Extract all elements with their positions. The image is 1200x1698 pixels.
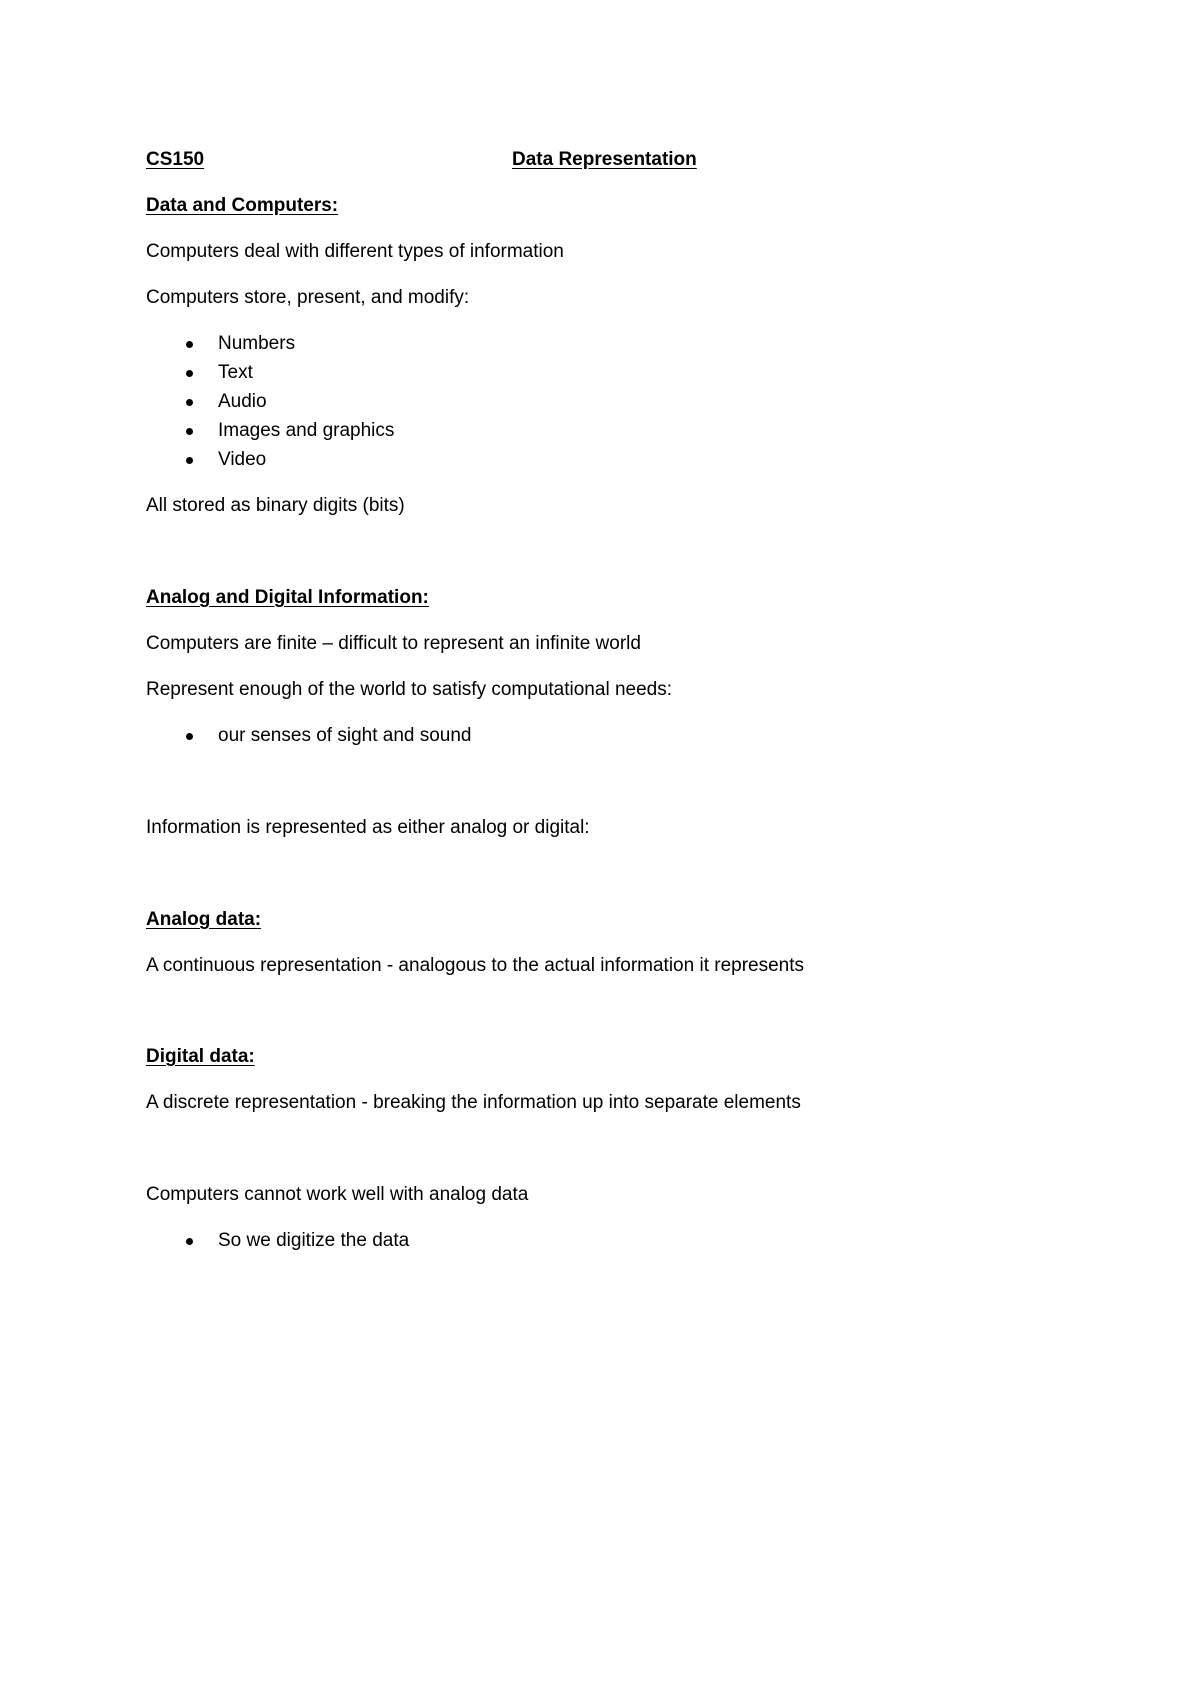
list-item-text: So we digitize the data bbox=[218, 1230, 410, 1251]
list-item-text: Numbers bbox=[218, 333, 296, 354]
bullet-icon bbox=[186, 341, 193, 348]
heading-analog-data: Analog data: bbox=[146, 909, 262, 930]
list-item-text: Audio bbox=[218, 391, 267, 412]
paragraph: Computers store, present, and modify: bbox=[146, 287, 470, 308]
bullet-icon bbox=[186, 1238, 193, 1245]
paragraph: A discrete representation - breaking the information up into separate elements bbox=[146, 1092, 801, 1113]
bullet-icon bbox=[186, 457, 193, 464]
heading-analog-and-digital-information: Analog and Digital Information: bbox=[146, 587, 429, 608]
list-item-text: our senses of sight and sound bbox=[218, 725, 472, 746]
bullet-icon bbox=[186, 399, 193, 406]
paragraph: Computers cannot work well with analog data bbox=[146, 1184, 529, 1205]
list-item-text: Video bbox=[218, 449, 267, 470]
document-title: Data Representation bbox=[512, 149, 697, 170]
heading-data-and-computers: Data and Computers: bbox=[146, 195, 339, 216]
bullet-icon bbox=[186, 733, 193, 740]
paragraph: Represent enough of the world to satisfy computational needs: bbox=[146, 679, 672, 700]
list-item-text: Images and graphics bbox=[218, 420, 395, 441]
bullet-icon bbox=[186, 370, 193, 377]
paragraph: Computers deal with different types of information bbox=[146, 241, 564, 262]
heading-digital-data: Digital data: bbox=[146, 1046, 255, 1067]
bullet-icon bbox=[186, 428, 193, 435]
paragraph: Information is represented as either analog or digital: bbox=[146, 817, 590, 838]
paragraph: A continuous representation - analogous to the actual information it represents bbox=[146, 955, 805, 976]
list-item-text: Text bbox=[218, 362, 253, 383]
paragraph: All stored as binary digits (bits) bbox=[146, 495, 405, 516]
course-code: CS150 bbox=[146, 149, 205, 170]
paragraph: Computers are finite – difficult to represent an infinite world bbox=[146, 633, 641, 654]
